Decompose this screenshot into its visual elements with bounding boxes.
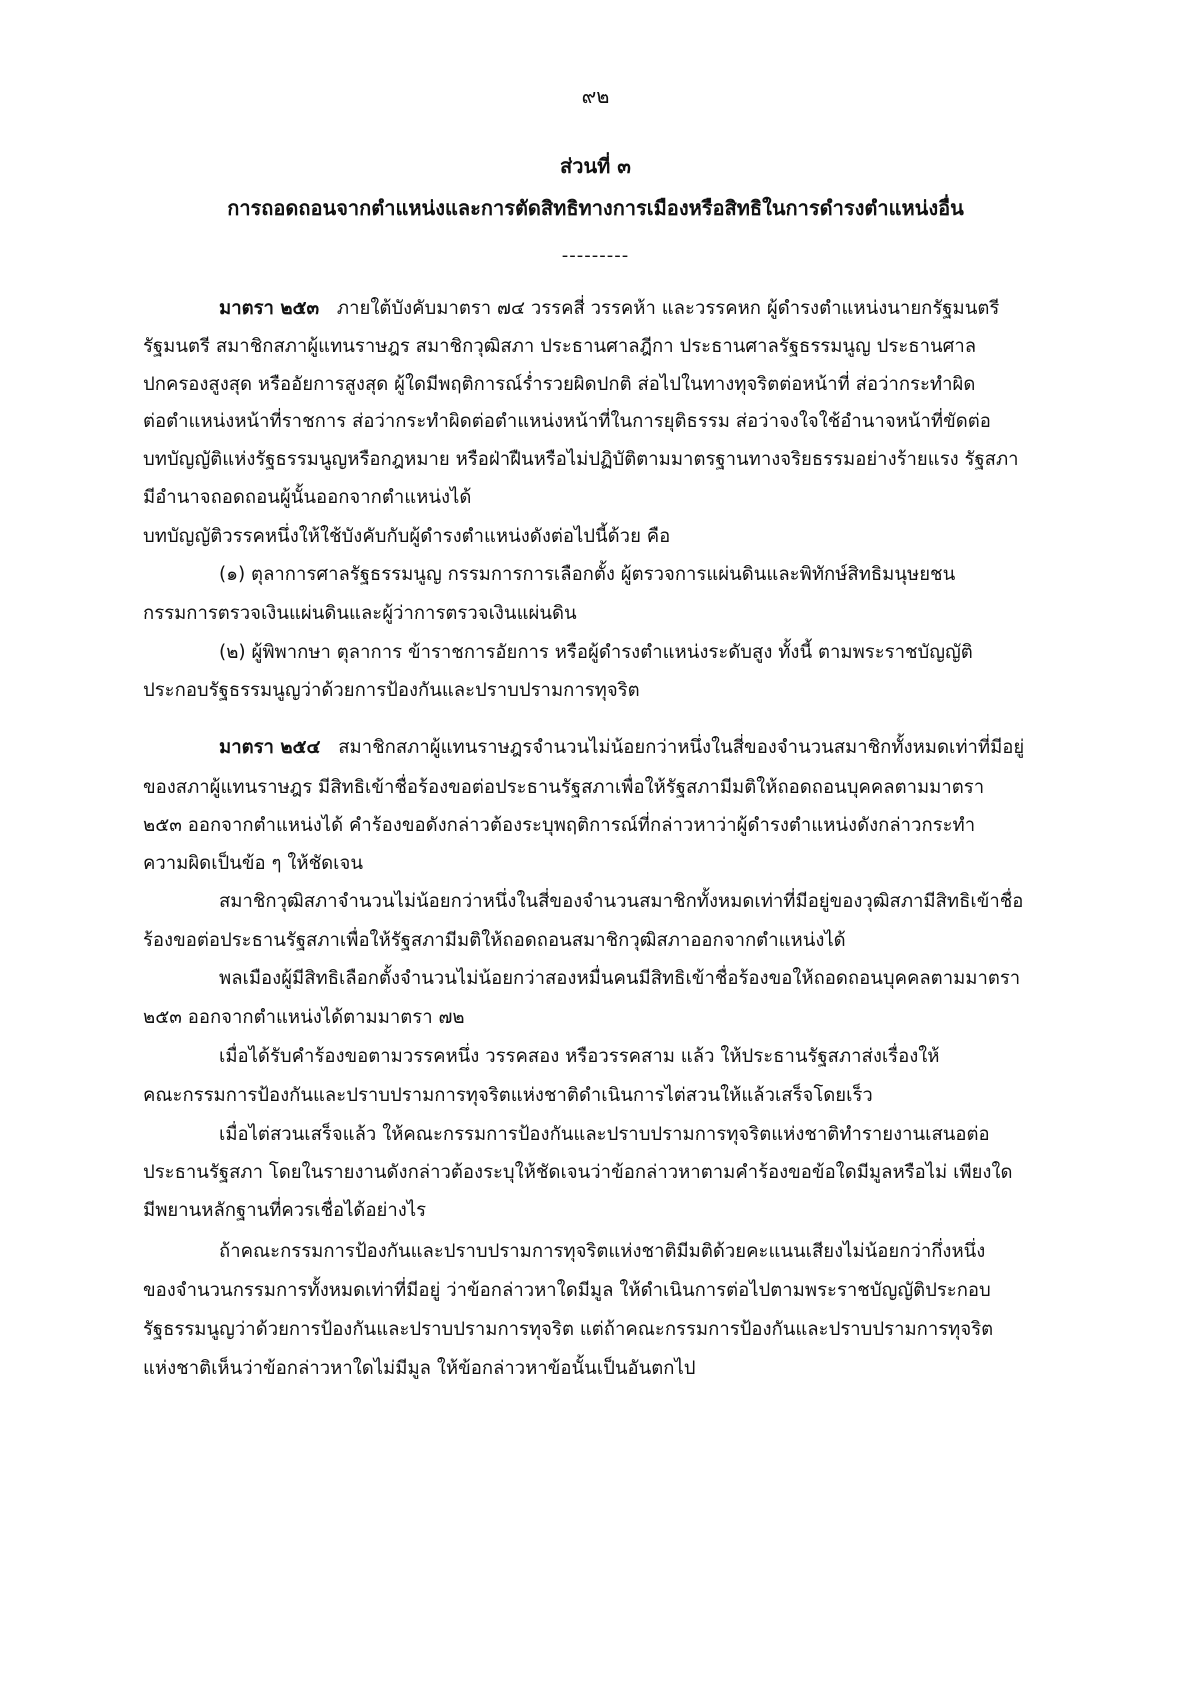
section-253-first-line — [219, 296, 999, 322]
section-254-line: แห่งชาติเห็นว่าข้อกล่าวหาใดไม่มีมูล ให้ข้อกล่าวหาข้อนั้นเป็นอันตกไป — [143, 1358, 696, 1379]
section-254-text: สมาชิกสภาผู้แทนราษฎรจำนวนไม่น้อยกว่าหนึ่งในสี่ของจำนวนสมาชิกทั้งหมดเท่าที่มีอยู่ — [338, 737, 1025, 758]
section-254-line: มีพยานหลักฐานที่ควรเชื่อได้อย่างไร — [143, 1200, 427, 1221]
section-254-line: ๒๕๓ ออกจากตำแหน่งได้ตามมาตรา ๗๒ — [143, 1007, 465, 1028]
section-253-text: ภายใต้บังคับมาตรา ๗๔ วรรคสี่ วรรคห้า และวรรคหก ผู้ดำรงตำแหน่งนายกรัฐมนตรี — [336, 298, 1000, 319]
section-254-line: ของจำนวนกรรมการทั้งหมดเท่าที่มีอยู่ ว่าข้อกล่าวหาใดมีมูล ให้ดำเนินการต่อไปตามพระราชบัญญัติประกอบ — [143, 1280, 991, 1301]
page-number: ๙๒ — [581, 84, 610, 108]
separator: --------- — [561, 245, 630, 266]
section-254-line: ร้องขอต่อประธานรัฐสภาเพื่อให้รัฐสภามีมติให้ถอดถอนสมาชิกวุฒิสภาออกจากตำแหน่งได้ — [143, 930, 846, 951]
section-253-line: ประกอบรัฐธรรมนูญว่าด้วยการป้องกันและปราบปรามการทุจริต — [143, 680, 640, 701]
part-subtitle: การถอดถอนจากตำแหน่งและการตัดสิทธิทางการเมืองหรือสิทธิในการดำรงตำแหน่งอื่น — [227, 196, 964, 220]
section-253-label: มาตรา ๒๕๓ — [219, 298, 320, 319]
section-254-line: ความผิดเป็นข้อ ๆ ให้ชัดเจน — [143, 853, 363, 874]
section-253-line: กรรมการตรวจเงินแผ่นดินและผู้ว่าการตรวจเงินแผ่นดิน — [143, 603, 577, 624]
section-254-line: คณะกรรมการป้องกันและปราบปรามการทุจริตแห่งชาติดำเนินการไต่สวนให้แล้วเสร็จโดยเร็ว — [143, 1085, 873, 1106]
section-254-line: เมื่อไต่สวนเสร็จแล้ว ให้คณะกรรมการป้องกันและปราบปรามการทุจริตแห่งชาติทำรายงานเสนอต่อ — [219, 1124, 990, 1145]
section-254-line: ถ้าคณะกรรมการป้องกันและปราบปรามการทุจริตแห่งชาติมีมติด้วยคะแนนเสียงไม่น้อยกว่ากึ่งหนึ่ง — [219, 1241, 986, 1262]
section-253-line: (๑) ตุลาการศาลรัฐธรรมนูญ กรรมการการเลือกตั้ง ผู้ตรวจการแผ่นดินและพิทักษ์สิทธิมนุษยชน — [219, 564, 956, 585]
section-253-line: (๒) ผู้พิพากษา ตุลาการ ข้าราชการอัยการ หรือผู้ดำรงตำแหน่งระดับสูง ทั้งนี้ ตามพระราชบัญญัติ — [219, 642, 973, 663]
section-254-line: ประธานรัฐสภา โดยในรายงานดังกล่าวต้องระบุให้ชัดเจนว่าข้อกล่าวหาตามคำร้องขอข้อใดมีมูลหรือไม่ เพียงใด — [143, 1162, 1013, 1183]
section-254-line: เมื่อได้รับคำร้องขอตามวรรคหนึ่ง วรรคสอง หรือวรรคสาม แล้ว ให้ประธานรัฐสภาส่งเรื่องให้ — [219, 1046, 940, 1067]
section-253-line: รัฐมนตรี สมาชิกสภาผู้แทนราษฎร สมาชิกวุฒิสภา ประธานศาลฎีกา ประธานศาลรัฐธรรมนูญ ประธานศาล — [143, 336, 977, 357]
section-253-line: ต่อตำแหน่งหน้าที่ราชการ ส่อว่ากระทำผิดต่อตำแหน่งหน้าที่ในการยุติธรรม ส่อว่าจงใจใช้อำนาจหน้าที่ขัดต่อ — [143, 411, 991, 432]
section-254-line: ของสภาผู้แทนราษฎร มีสิทธิเข้าชื่อร้องขอต่อประธานรัฐสภาเพื่อให้รัฐสภามีมติให้ถอดถอนบุคคลตามมาตรา — [143, 777, 985, 798]
part-title: ส่วนที่ ๓ — [560, 154, 631, 178]
section-253-line: บทบัญญัติแห่งรัฐธรรมนูญหรือกฎหมาย หรือฝ่าฝืนหรือไม่ปฏิบัติตามมาตรฐานทางจริยธรรมอย่างร้ายแรง รัฐสภา — [143, 449, 1019, 470]
section-254-label: มาตรา ๒๕๔ — [219, 737, 321, 758]
section-253-line: ปกครองสูงสุด หรืออัยการสูงสุด ผู้ใดมีพฤติการณ์ร่ำรวยผิดปกติ ส่อไปในทางทุจริตต่อหน้าที่ ส่อว่ากระทำผิด — [143, 374, 976, 395]
section-254-line: รัฐธรรมนูญว่าด้วยการป้องกันและปราบปรามการทุจริต แต่ถ้าคณะกรรมการป้องกันและปราบปรามการทุจริต — [143, 1319, 994, 1340]
section-254-line: สมาชิกวุฒิสภาจำนวนไม่น้อยกว่าหนึ่งในสี่ของจำนวนสมาชิกทั้งหมดเท่าที่มีอยู่ของวุฒิสภามีสิทธิเข้าชื่อ — [219, 891, 1024, 912]
section-254-first-line — [219, 735, 1024, 761]
section-254-line: พลเมืองผู้มีสิทธิเลือกตั้งจำนวนไม่น้อยกว่าสองหมื่นคนมีสิทธิเข้าชื่อร้องขอให้ถอดถอนบุคคลตามมาตรา — [219, 968, 1021, 989]
section-253-line: บทบัญญัติวรรคหนึ่งให้ใช้บังคับกับผู้ดำรงตำแหน่งดังต่อไปนี้ด้วย คือ — [143, 526, 671, 547]
section-253-line: มีอำนาจถอดถอนผู้นั้นออกจากตำแหน่งได้ — [143, 487, 472, 508]
section-254-line: ๒๕๓ ออกจากตำแหน่งได้ คำร้องขอดังกล่าวต้องระบุพฤติการณ์ที่กล่าวหาว่าผู้ดำรงตำแหน่งดังกล่าวกระทำ — [143, 815, 976, 836]
